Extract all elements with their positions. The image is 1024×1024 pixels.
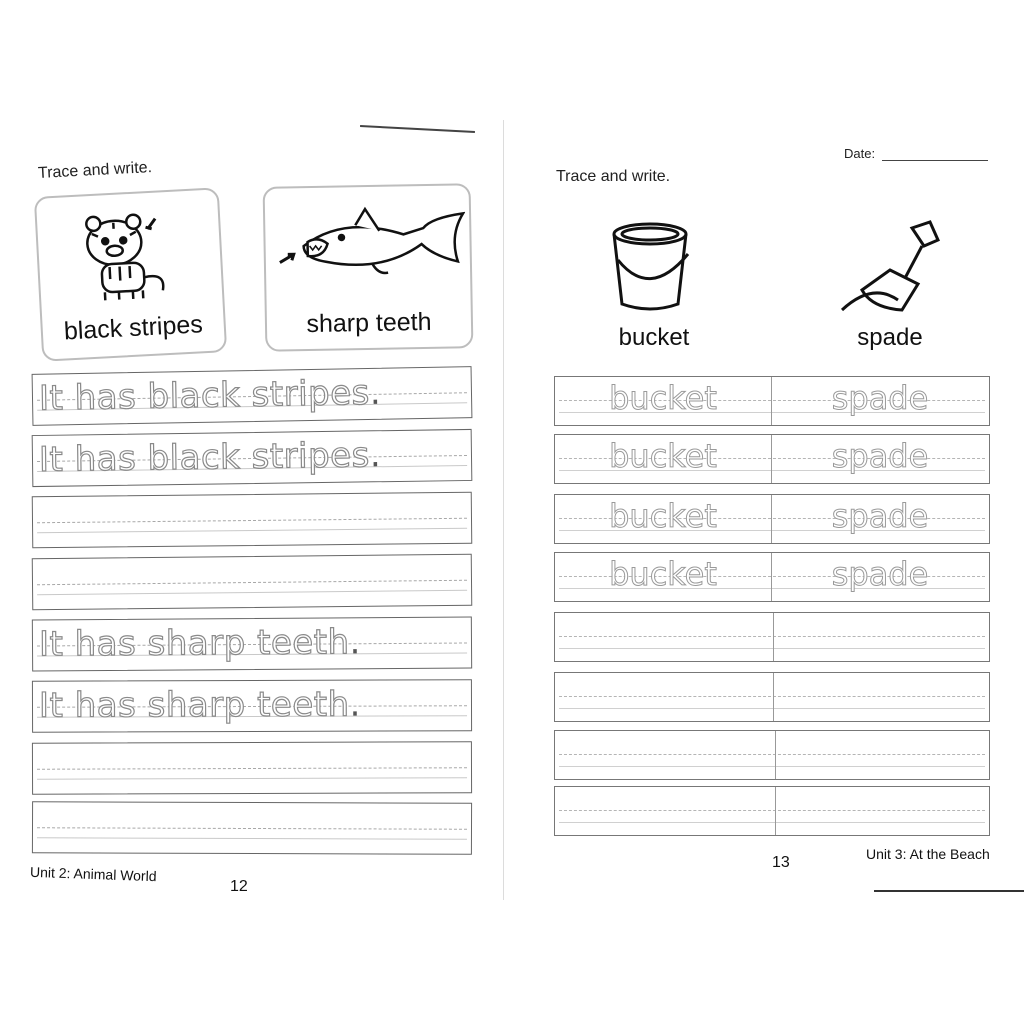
- tiger-icon: [71, 205, 196, 311]
- right-page: [504, 0, 1024, 1024]
- trace-row: [32, 616, 472, 671]
- trace-text: It has sharp teeth: [38, 622, 350, 665]
- unit-footer: Unit 2: Animal World: [29, 863, 157, 885]
- trace-row: [32, 429, 473, 487]
- trace-word-spade: spade: [831, 497, 929, 535]
- trace-period: .: [349, 622, 362, 663]
- card-black-stripes: [34, 187, 227, 361]
- shark-icon: [275, 203, 467, 306]
- bucket-label: bucket: [618, 324, 690, 351]
- right-instruction: Trace and write.: [556, 168, 671, 185]
- left-page: [0, 0, 503, 1024]
- trace-word-bucket: bucket: [609, 379, 717, 417]
- card-sharp-teeth: [263, 183, 474, 352]
- trace-row: [32, 679, 472, 733]
- writing-row[interactable]: [554, 672, 990, 722]
- trace-word-bucket: bucket: [609, 437, 717, 475]
- spade-label: spade: [857, 324, 923, 351]
- trace-word-spade: spade: [831, 555, 929, 593]
- trace-text: It has black stripes: [38, 435, 371, 480]
- card-label: black stripes: [63, 310, 204, 346]
- page-number: 13: [772, 854, 790, 871]
- writing-row[interactable]: [32, 801, 472, 855]
- trace-word-spade: spade: [831, 437, 929, 475]
- trace-row: [554, 434, 990, 484]
- trace-row: [554, 376, 990, 426]
- trace-period: .: [349, 684, 361, 725]
- trace-period: .: [369, 435, 382, 476]
- unit-footer: Unit 3: At the Beach: [866, 846, 990, 862]
- writing-row[interactable]: [32, 492, 473, 549]
- trace-row: [554, 494, 990, 544]
- trace-word-spade: spade: [831, 379, 929, 417]
- footer-rule: [874, 890, 1024, 892]
- date-field[interactable]: [882, 160, 988, 161]
- writing-row[interactable]: [554, 730, 990, 780]
- card-label: sharp teeth: [306, 307, 432, 339]
- trace-row: [554, 552, 990, 602]
- trace-word-bucket: bucket: [609, 497, 717, 535]
- writing-row[interactable]: [554, 612, 990, 662]
- header-rule: [360, 125, 475, 133]
- writing-row[interactable]: [554, 786, 990, 836]
- spade-icon: [840, 218, 950, 318]
- trace-text: It has sharp teeth: [38, 684, 350, 726]
- trace-word-bucket: bucket: [609, 555, 717, 593]
- left-instruction: Trace and write.: [37, 159, 153, 182]
- writing-row[interactable]: [32, 741, 472, 795]
- trace-text: It has black stripes: [38, 372, 371, 419]
- bucket-icon: [608, 220, 698, 320]
- trace-row: [32, 366, 473, 426]
- trace-period: .: [369, 372, 382, 413]
- writing-row[interactable]: [32, 554, 473, 611]
- date-label: Date:: [844, 146, 876, 161]
- page-number: 12: [230, 878, 248, 895]
